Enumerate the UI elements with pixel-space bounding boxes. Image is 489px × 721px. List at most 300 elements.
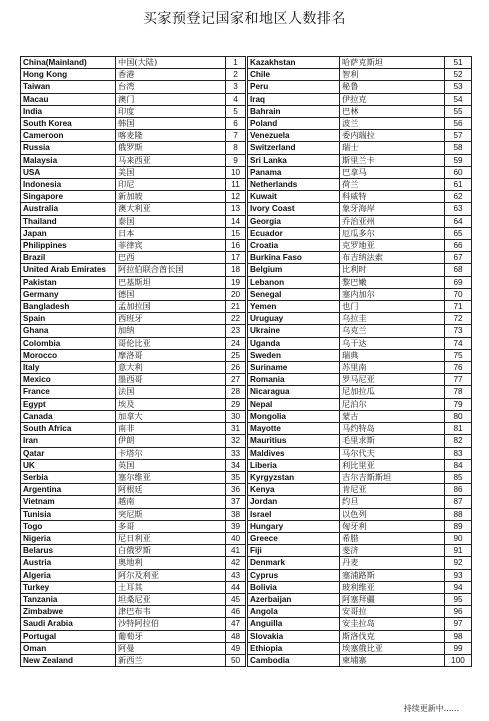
country-en: Poland <box>248 118 340 130</box>
country-cn: 秘鲁 <box>340 81 445 93</box>
rank: 46 <box>226 606 246 618</box>
table-row <box>21 227 472 239</box>
country-cn: 伊朗 <box>116 435 226 447</box>
country-en: Denmark <box>248 557 340 569</box>
country-cn: 意大利 <box>116 362 226 374</box>
rank: 32 <box>226 435 246 447</box>
country-en: Belgium <box>248 264 340 276</box>
table-row <box>21 532 472 544</box>
rank: 24 <box>226 337 246 349</box>
country-cn: 罗马尼亚 <box>340 374 445 386</box>
rank: 12 <box>226 191 246 203</box>
rank: 59 <box>445 154 472 166</box>
country-en: Portugal <box>21 630 116 642</box>
country-cn: 斐济 <box>340 545 445 557</box>
rank: 49 <box>226 642 246 654</box>
rank: 6 <box>226 118 246 130</box>
country-cn: 法国 <box>116 386 226 398</box>
country-en: Mayotte <box>248 423 340 435</box>
country-cn: 塞浦路斯 <box>340 569 445 581</box>
country-en: Mauritius <box>248 435 340 447</box>
country-en: Qatar <box>21 447 116 459</box>
table-row <box>21 276 472 288</box>
country-cn: 巴拿马 <box>340 166 445 178</box>
country-cn: 阿尔及利亚 <box>116 569 226 581</box>
rank: 48 <box>226 630 246 642</box>
country-cn: 尼日利亚 <box>116 532 226 544</box>
country-en: Uruguay <box>248 313 340 325</box>
table-row <box>21 484 472 496</box>
table-row <box>21 57 472 69</box>
country-cn: 津巴布韦 <box>116 606 226 618</box>
country-cn: 沙特阿拉伯 <box>116 618 226 630</box>
country-cn: 委内瑞拉 <box>340 130 445 142</box>
table-row <box>21 606 472 618</box>
rank: 93 <box>445 569 472 581</box>
rank: 38 <box>226 508 246 520</box>
rank: 56 <box>445 118 472 130</box>
table-row <box>21 410 472 422</box>
country-cn: 阿根廷 <box>116 484 226 496</box>
rank: 99 <box>445 642 472 654</box>
rank: 58 <box>445 142 472 154</box>
rank: 2 <box>226 69 246 81</box>
rank: 78 <box>445 386 472 398</box>
country-cn: 哥伦比亚 <box>116 337 226 349</box>
country-en: Lebanon <box>248 276 340 288</box>
country-cn: 布吉纳法索 <box>340 252 445 264</box>
rank: 91 <box>445 545 472 557</box>
country-cn: 埃塞俄比亚 <box>340 642 445 654</box>
rank: 53 <box>445 81 472 93</box>
country-cn: 印尼 <box>116 179 226 191</box>
rank: 35 <box>226 471 246 483</box>
rank: 18 <box>226 264 246 276</box>
country-cn: 澳门 <box>116 93 226 105</box>
country-cn: 韩国 <box>116 118 226 130</box>
rank: 40 <box>226 532 246 544</box>
rank: 61 <box>445 179 472 191</box>
rank: 20 <box>226 288 246 300</box>
rank: 72 <box>445 313 472 325</box>
country-cn: 孟加拉国 <box>116 301 226 313</box>
country-en: Fiji <box>248 545 340 557</box>
table-row <box>21 459 472 471</box>
rank: 15 <box>226 227 246 239</box>
rank: 74 <box>445 337 472 349</box>
rank: 94 <box>445 581 472 593</box>
table-row <box>21 69 472 81</box>
rank: 55 <box>445 105 472 117</box>
country-en: South Korea <box>21 118 116 130</box>
country-en: Serbia <box>21 471 116 483</box>
country-en: Netherlands <box>248 179 340 191</box>
rank: 64 <box>445 215 472 227</box>
table-row <box>21 288 472 300</box>
country-en: Germany <box>21 288 116 300</box>
rank: 27 <box>226 374 246 386</box>
table-row <box>21 154 472 166</box>
rank: 63 <box>445 203 472 215</box>
table-row <box>21 215 472 227</box>
country-cn: 奥地利 <box>116 557 226 569</box>
table-row <box>21 325 472 337</box>
table-row <box>21 349 472 361</box>
table-row <box>21 593 472 605</box>
country-cn: 台湾 <box>116 81 226 93</box>
country-cn: 以色列 <box>340 508 445 520</box>
country-en: Oman <box>21 642 116 654</box>
country-en: Maldives <box>248 447 340 459</box>
table-row <box>21 142 472 154</box>
country-en: Thailand <box>21 215 116 227</box>
country-cn: 香港 <box>116 69 226 81</box>
country-cn: 泰国 <box>116 215 226 227</box>
country-cn: 葡萄牙 <box>116 630 226 642</box>
rank: 31 <box>226 423 246 435</box>
table-row <box>21 374 472 386</box>
country-cn: 蒙古 <box>340 410 445 422</box>
rank: 85 <box>445 471 472 483</box>
country-cn: 斯洛伐克 <box>340 630 445 642</box>
table-row <box>21 569 472 581</box>
rank: 82 <box>445 435 472 447</box>
ranking-table <box>20 56 472 667</box>
country-en: Tunisia <box>21 508 116 520</box>
country-cn: 伊拉克 <box>340 93 445 105</box>
country-cn: 利比里亚 <box>340 459 445 471</box>
country-en: Kazakhstan <box>248 57 340 69</box>
country-en: Vietnam <box>21 496 116 508</box>
table-row <box>21 264 472 276</box>
country-en: South Africa <box>21 423 116 435</box>
country-cn: 阿曼 <box>116 642 226 654</box>
rank: 87 <box>445 496 472 508</box>
rank: 39 <box>226 520 246 532</box>
table-row <box>21 435 472 447</box>
country-cn: 玻利维亚 <box>340 581 445 593</box>
rank: 37 <box>226 496 246 508</box>
country-cn: 希腊 <box>340 532 445 544</box>
table-row <box>21 337 472 349</box>
rank: 7 <box>226 130 246 142</box>
country-en: Nepal <box>248 398 340 410</box>
country-en: India <box>21 105 116 117</box>
rank: 22 <box>226 313 246 325</box>
rank: 13 <box>226 203 246 215</box>
country-en: Macau <box>21 93 116 105</box>
rank: 9 <box>226 154 246 166</box>
rank: 19 <box>226 276 246 288</box>
rank: 29 <box>226 398 246 410</box>
country-en: Malaysia <box>21 154 116 166</box>
page-title: 买家预登记国家和地区人数排名 <box>143 11 346 27</box>
rank: 76 <box>445 362 472 374</box>
country-cn: 新西兰 <box>116 654 226 666</box>
country-cn: 黎巴嫩 <box>340 276 445 288</box>
country-cn: 菲律宾 <box>116 240 226 252</box>
rank: 44 <box>226 581 246 593</box>
table-row <box>21 130 472 142</box>
rank: 51 <box>445 57 472 69</box>
table-row <box>21 471 472 483</box>
country-en: Switzerland <box>248 142 340 154</box>
country-cn: 安圭拉岛 <box>340 618 445 630</box>
country-cn: 日本 <box>116 227 226 239</box>
country-en: Yemen <box>248 301 340 313</box>
rank: 89 <box>445 520 472 532</box>
country-en: Belarus <box>21 545 116 557</box>
table-row <box>21 105 472 117</box>
table-row <box>21 252 472 264</box>
country-cn: 乌克兰 <box>340 325 445 337</box>
country-en: Iraq <box>248 93 340 105</box>
rank: 25 <box>226 349 246 361</box>
rank: 65 <box>445 227 472 239</box>
country-en: Georgia <box>248 215 340 227</box>
country-en: Senegal <box>248 288 340 300</box>
rank: 23 <box>226 325 246 337</box>
country-en: Jordan <box>248 496 340 508</box>
country-cn: 斯里兰卡 <box>340 154 445 166</box>
table-row <box>21 301 472 313</box>
rank: 17 <box>226 252 246 264</box>
country-cn: 突尼斯 <box>116 508 226 520</box>
country-cn: 墨西哥 <box>116 374 226 386</box>
rank: 42 <box>226 557 246 569</box>
country-cn: 阿塞拜疆 <box>340 593 445 605</box>
rank: 69 <box>445 276 472 288</box>
country-en: Philippines <box>21 240 116 252</box>
rank: 92 <box>445 557 472 569</box>
rank: 26 <box>226 362 246 374</box>
country-en: Greece <box>248 532 340 544</box>
country-cn: 匈牙利 <box>340 520 445 532</box>
country-en: Bolivia <box>248 581 340 593</box>
country-en: Austria <box>21 557 116 569</box>
table-row <box>21 93 472 105</box>
country-en: Togo <box>21 520 116 532</box>
country-en: Kyrgyzstan <box>248 471 340 483</box>
rank: 4 <box>226 93 246 105</box>
country-en: Chile <box>248 69 340 81</box>
rank: 54 <box>445 93 472 105</box>
country-en: Zimbabwe <box>21 606 116 618</box>
country-cn: 丹麦 <box>340 557 445 569</box>
rank: 5 <box>226 105 246 117</box>
country-cn: 阿拉伯联合酋长国 <box>116 264 226 276</box>
table-row <box>21 423 472 435</box>
rank: 21 <box>226 301 246 313</box>
country-en: Burkina Faso <box>248 252 340 264</box>
country-cn: 乌干达 <box>340 337 445 349</box>
country-cn: 马约特岛 <box>340 423 445 435</box>
country-en: United Arab Emirates <box>21 264 116 276</box>
country-en: Kuwait <box>248 191 340 203</box>
country-cn: 肯尼亚 <box>340 484 445 496</box>
country-cn: 苏里南 <box>340 362 445 374</box>
country-en: Nicaragua <box>248 386 340 398</box>
country-en: Saudi Arabia <box>21 618 116 630</box>
country-en: Ivory Coast <box>248 203 340 215</box>
table-row <box>21 545 472 557</box>
country-cn: 土耳其 <box>116 581 226 593</box>
country-en: Uganda <box>248 337 340 349</box>
country-cn: 柬埔寨 <box>340 654 445 666</box>
table-row <box>21 203 472 215</box>
rank: 66 <box>445 240 472 252</box>
country-en: Cambodia <box>248 654 340 666</box>
rank: 47 <box>226 618 246 630</box>
rank: 8 <box>226 142 246 154</box>
country-en: USA <box>21 166 116 178</box>
rank: 84 <box>445 459 472 471</box>
country-en: Colombia <box>21 337 116 349</box>
country-cn: 新加坡 <box>116 191 226 203</box>
country-cn: 克罗地亚 <box>340 240 445 252</box>
country-cn: 象牙海岸 <box>340 203 445 215</box>
country-cn: 美国 <box>116 166 226 178</box>
country-en: Cyprus <box>248 569 340 581</box>
footer-note: 持续更新中...... <box>403 704 459 713</box>
rank: 30 <box>226 410 246 422</box>
country-cn: 毛里求斯 <box>340 435 445 447</box>
country-en: China(Mainland) <box>21 57 116 69</box>
rank: 98 <box>445 630 472 642</box>
rank: 96 <box>445 606 472 618</box>
rank: 50 <box>226 654 246 666</box>
country-cn: 尼泊尔 <box>340 398 445 410</box>
country-en: Ghana <box>21 325 116 337</box>
country-cn: 乌拉圭 <box>340 313 445 325</box>
rank: 10 <box>226 166 246 178</box>
country-cn: 俄罗斯 <box>116 142 226 154</box>
country-cn: 越南 <box>116 496 226 508</box>
rank: 33 <box>226 447 246 459</box>
rank: 100 <box>445 654 472 666</box>
rank: 77 <box>445 374 472 386</box>
rank: 81 <box>445 423 472 435</box>
country-cn: 卡塔尔 <box>116 447 226 459</box>
country-en: Hungary <box>248 520 340 532</box>
rank: 14 <box>226 215 246 227</box>
country-cn: 加拿大 <box>116 410 226 422</box>
rank: 86 <box>445 484 472 496</box>
rank: 52 <box>445 69 472 81</box>
country-en: Tanzania <box>21 593 116 605</box>
rank: 43 <box>226 569 246 581</box>
country-cn: 德国 <box>116 288 226 300</box>
country-en: Israel <box>248 508 340 520</box>
rank: 80 <box>445 410 472 422</box>
country-en: Iran <box>21 435 116 447</box>
country-cn: 加纳 <box>116 325 226 337</box>
country-cn: 智利 <box>340 69 445 81</box>
country-en: Liberia <box>248 459 340 471</box>
country-en: Egypt <box>21 398 116 410</box>
country-cn: 比利时 <box>340 264 445 276</box>
table-row <box>21 81 472 93</box>
country-cn: 尼加拉瓜 <box>340 386 445 398</box>
country-cn: 喀麦隆 <box>116 130 226 142</box>
country-en: Kenya <box>248 484 340 496</box>
rank: 1 <box>226 57 246 69</box>
table-row <box>21 496 472 508</box>
country-en: Sri Lanka <box>248 154 340 166</box>
rank: 16 <box>226 240 246 252</box>
rank: 67 <box>445 252 472 264</box>
rank: 90 <box>445 532 472 544</box>
country-en: Morocco <box>21 349 116 361</box>
country-en: Italy <box>21 362 116 374</box>
rank: 68 <box>445 264 472 276</box>
rank: 95 <box>445 593 472 605</box>
table-row <box>21 508 472 520</box>
rank: 45 <box>226 593 246 605</box>
rank: 62 <box>445 191 472 203</box>
country-en: Spain <box>21 313 116 325</box>
rank: 79 <box>445 398 472 410</box>
country-en: Indonesia <box>21 179 116 191</box>
country-en: Pakistan <box>21 276 116 288</box>
rank: 3 <box>226 81 246 93</box>
country-cn: 荷兰 <box>340 179 445 191</box>
table-row <box>21 179 472 191</box>
country-cn: 安哥拉 <box>340 606 445 618</box>
country-en: Bangladesh <box>21 301 116 313</box>
table-row <box>21 166 472 178</box>
country-en: France <box>21 386 116 398</box>
rank: 28 <box>226 386 246 398</box>
table-row <box>21 118 472 130</box>
country-cn: 哈萨克斯坦 <box>340 57 445 69</box>
country-en: Croatia <box>248 240 340 252</box>
rank: 71 <box>445 301 472 313</box>
country-en: Venezuela <box>248 130 340 142</box>
country-en: Azerbaijan <box>248 593 340 605</box>
country-en: Bahrain <box>248 105 340 117</box>
table-row <box>21 447 472 459</box>
country-en: Canada <box>21 410 116 422</box>
country-cn: 巴基斯坦 <box>116 276 226 288</box>
country-en: Hong Kong <box>21 69 116 81</box>
country-cn: 马来西亚 <box>116 154 226 166</box>
country-cn: 吉尔吉斯斯坦 <box>340 471 445 483</box>
country-cn: 澳大利亚 <box>116 203 226 215</box>
rank: 36 <box>226 484 246 496</box>
country-en: Sweden <box>248 349 340 361</box>
country-cn: 多哥 <box>116 520 226 532</box>
country-en: Ukraine <box>248 325 340 337</box>
country-en: Anguilla <box>248 618 340 630</box>
table-row <box>21 313 472 325</box>
country-cn: 中国(大陆) <box>116 57 226 69</box>
country-en: Australia <box>21 203 116 215</box>
country-en: Slovakia <box>248 630 340 642</box>
country-cn: 约旦 <box>340 496 445 508</box>
country-cn: 波兰 <box>340 118 445 130</box>
country-en: Peru <box>248 81 340 93</box>
country-en: Brazil <box>21 252 116 264</box>
country-en: Nigeria <box>21 532 116 544</box>
table-row <box>21 362 472 374</box>
country-en: Singapore <box>21 191 116 203</box>
country-cn: 南非 <box>116 423 226 435</box>
table-row <box>21 520 472 532</box>
country-cn: 瑞典 <box>340 349 445 361</box>
country-en: Romania <box>248 374 340 386</box>
country-en: Turkey <box>21 581 116 593</box>
